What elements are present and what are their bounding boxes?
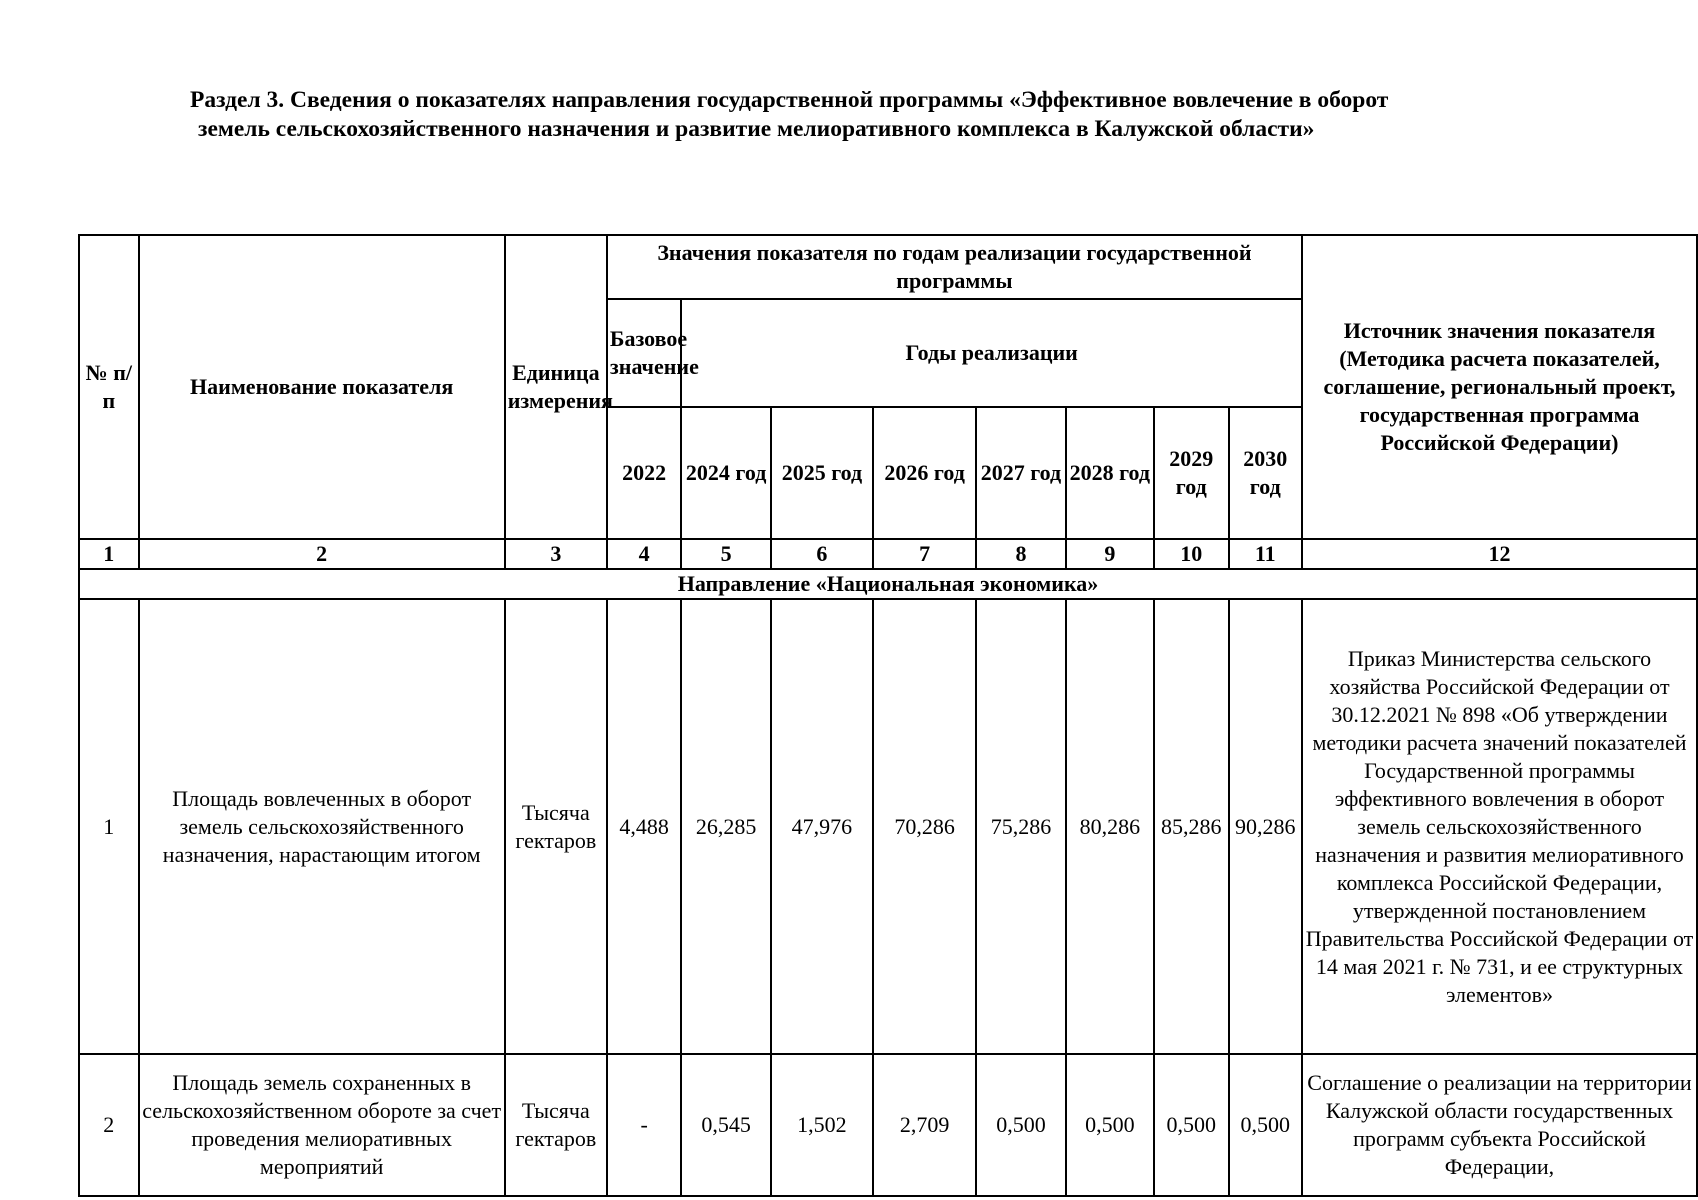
column-number: 4 <box>607 539 682 569</box>
column-number: 6 <box>771 539 873 569</box>
row-num: 1 <box>79 599 139 1054</box>
row-value: 70,286 <box>873 599 976 1054</box>
table-row <box>79 599 1697 1054</box>
table-row <box>79 1054 1697 1196</box>
section-heading: Направление «Национальная экономика» <box>79 569 1697 599</box>
row-unit: Тысяча гектаров <box>505 599 607 1054</box>
row-value: 26,285 <box>681 599 770 1054</box>
header-years-group: Годы реализации <box>681 299 1302 407</box>
header-year: 2026 год <box>873 407 976 539</box>
row-value: 0,500 <box>976 1054 1065 1196</box>
row-value: 1,502 <box>771 1054 873 1196</box>
row-value: 0,500 <box>1066 1054 1154 1196</box>
header-num: № п/п <box>79 235 139 539</box>
column-number: 8 <box>976 539 1065 569</box>
indicators-table <box>78 234 1698 1197</box>
column-number: 1 <box>79 539 139 569</box>
header-values-group: Значения показателя по годам реализации государственной программы <box>607 235 1302 299</box>
row-value: 75,286 <box>976 599 1065 1054</box>
column-number: 7 <box>873 539 976 569</box>
column-numbers-row <box>79 539 1697 569</box>
row-source: Соглашение о реализации на территории Калужской области государственных программ субъекта Российской Федерации, <box>1302 1054 1697 1196</box>
row-value: 2,709 <box>873 1054 976 1196</box>
header-source: Источник значения показателя (Методика расчета показателей, соглашение, региональный проект, государственная программа Российской Федерации) <box>1302 235 1697 539</box>
header-year: 2029 год <box>1154 407 1229 539</box>
title-line-1: Раздел 3. Сведения о показателях направления государственной программы «Эффективное вовлечение в оборот <box>190 87 1389 113</box>
title-line-2: земель сельскохозяйственного назначения и развитие мелиоративного комплекса в Калужской области» <box>198 116 1315 142</box>
row-value: 0,500 <box>1229 1054 1302 1196</box>
column-number: 12 <box>1302 539 1697 569</box>
row-indicator-name: Площадь вовлеченных в оборот земель сельскохозяйственного назначения, нарастающим итогом <box>139 599 505 1054</box>
row-indicator-name: Площадь земель сохраненных в сельскохозяйственном обороте за счет проведения мелиоративных мероприятий <box>139 1054 505 1196</box>
column-number: 10 <box>1154 539 1229 569</box>
row-value: 47,976 <box>771 599 873 1054</box>
row-num: 2 <box>79 1054 139 1196</box>
column-number: 2 <box>139 539 505 569</box>
header-base-year: 2022 <box>607 407 682 539</box>
column-number: 5 <box>681 539 770 569</box>
row-base-value: - <box>607 1054 682 1196</box>
header-base: Базовое значение <box>607 299 682 407</box>
row-value: 85,286 <box>1154 599 1229 1054</box>
header-year: 2028 год <box>1066 407 1154 539</box>
row-base-value: 4,488 <box>607 599 682 1054</box>
row-value: 0,500 <box>1154 1054 1229 1196</box>
header-year: 2027 год <box>976 407 1065 539</box>
column-number: 3 <box>505 539 607 569</box>
row-value: 90,286 <box>1229 599 1302 1054</box>
page-title <box>150 86 1570 144</box>
header-name: Наименование показателя <box>139 235 505 539</box>
row-unit: Тысяча гектаров <box>505 1054 607 1196</box>
row-value: 80,286 <box>1066 599 1154 1054</box>
header-year: 2024 год <box>681 407 770 539</box>
header-year: 2030 год <box>1229 407 1302 539</box>
header-unit: Единица измерения <box>505 235 607 539</box>
row-source: Приказ Министерства сельского хозяйства Российской Федерации от 30.12.2021 № 898 «Об утверждении методики расчета значений показателей Государственной программы эффективного вовлечения в оборот земель сельскохозяйственного назначения и развития мелиоративного комплекса Российской Федерации, утвержденной постановлением Правительства Российской Федерации от 14 мая 2021 г. № 731, и ее структурных элементов» <box>1302 599 1697 1054</box>
row-value: 0,545 <box>681 1054 770 1196</box>
column-number: 9 <box>1066 539 1154 569</box>
column-number: 11 <box>1229 539 1302 569</box>
header-year: 2025 год <box>771 407 873 539</box>
